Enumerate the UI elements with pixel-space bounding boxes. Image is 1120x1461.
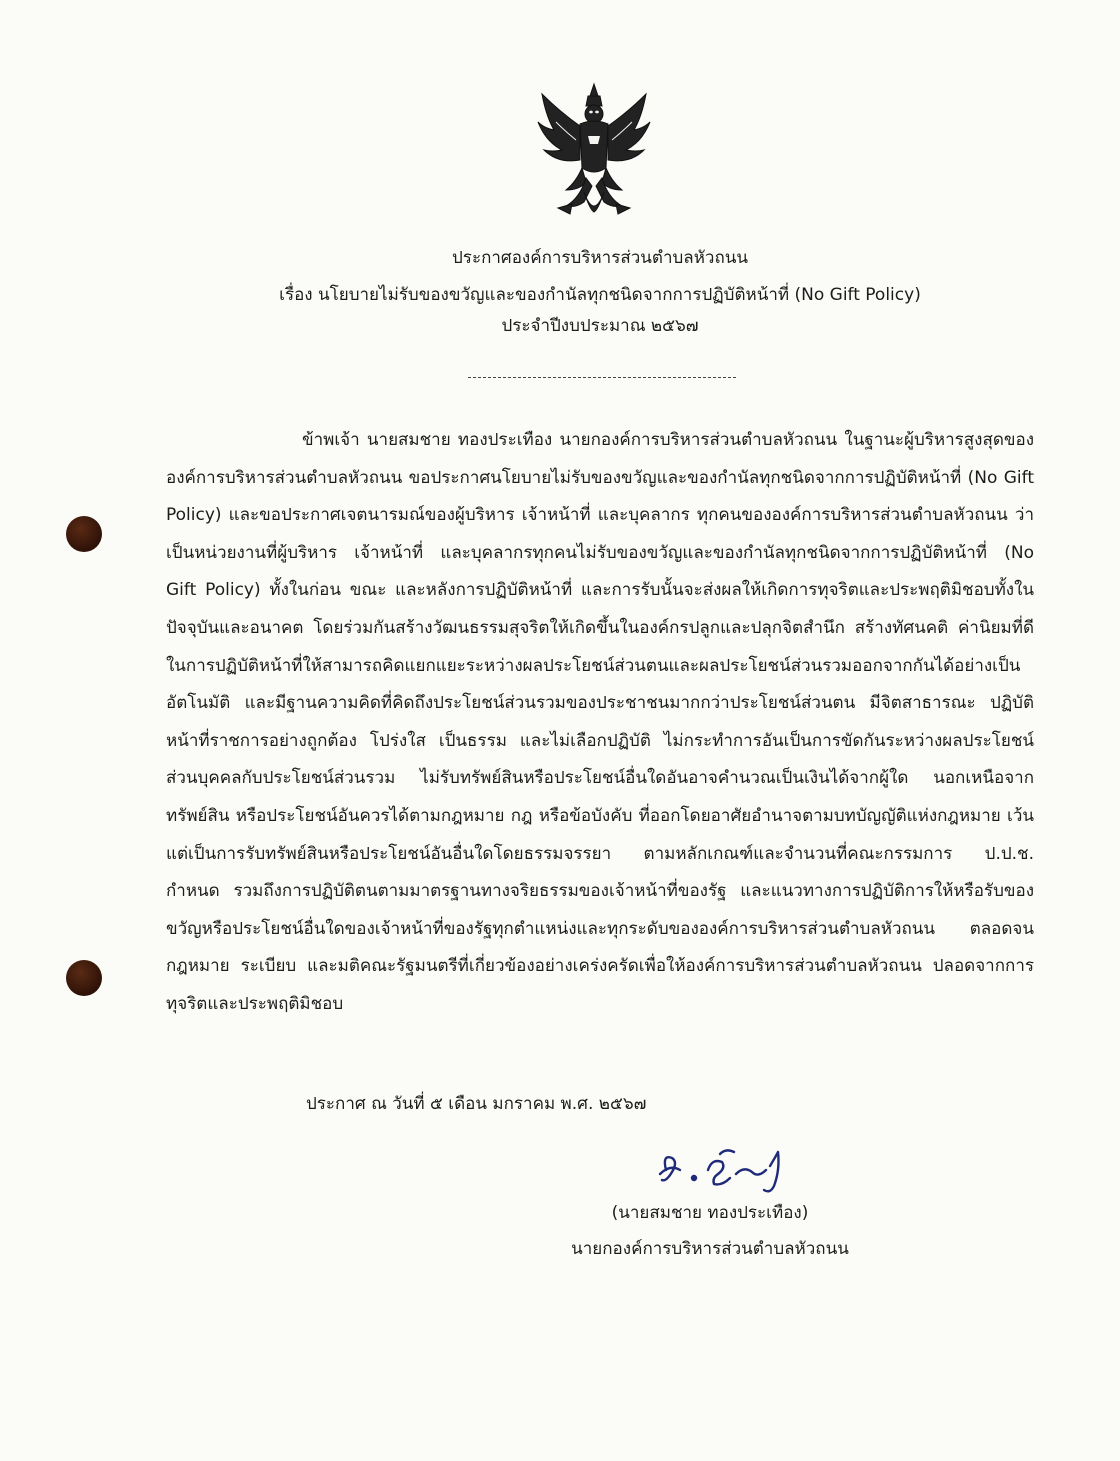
signer-title: นายกองค์การบริหารส่วนตำบลหัวถนน bbox=[571, 1239, 849, 1259]
handwritten-signature-icon bbox=[652, 1140, 802, 1200]
announcement-date: ประกาศ ณ วันที่ ๕ เดือน มกราคม พ.ศ. ๒๕๖๗ bbox=[306, 1094, 647, 1114]
garuda-emblem-icon bbox=[536, 82, 652, 222]
signer-name: (นายสมชาย ทองประเทือง) bbox=[611, 1203, 809, 1223]
fiscal-year-line: ประจำปีงบประมาณ ๒๕๖๗ bbox=[501, 316, 699, 336]
divider-line bbox=[468, 377, 736, 378]
announcement-body: ข้าพเจ้า นายสมชาย ทองประเทือง นายกองค์การบริหารส่วนตำบลหัวถนน ในฐานะผู้บริหารสูงสุดขององค์การบริหารส่วนตำบลหัวถนน ขอประกาศนโยบายไม่รับของขวัญและของกำนัลทุกชนิดจากการปฏิบัติหน้าที่ (No Gift Policy) และขอประกาศเจตนารมณ์ของผู้บริหาร เจ้าหน้าที่ และบุคลากร ทุกคนขององค์การบริหารส่วนตำบลหัวถนน ว่าเป็นหน่วยงานที่ผู้บริหาร เจ้าหน้าที่ และบุคลากรทุกคนไม่รับของขวัญและของกำนัลทุกชนิดจากการปฏิบัติหน้าที่ (No Gift Policy) ทั้งในก่อน ขณะ และหลังการปฏิบัติหน้าที่ และการรับนั้นจะส่งผลให้เกิดการทุจริตและประพฤติมิชอบทั้งในปัจจุบันและอนาคต โดยร่วมกันสร้างวัฒนธรรมสุจริตให้เกิดขึ้นในองค์กรปลูกและปลุกจิตสำนึก สร้างทัศนคติ ค่านิยมที่ดี ในการปฏิบัติหน้าที่ให้สามารถคิดแยกแยะระหว่างผลประโยชน์ส่วนตนและผลประโยชน์ส่วนรวมออกจากกันได้อย่างเป็นอัตโนมัติ และมีฐานความคิดที่คิดถึงประโยชน์ส่วนรวมของประชาชนมากกว่าประโยชน์ส่วนตน มีจิตสาธารณะ ปฏิบัติหน้าที่ราชการอย่างถูกต้อง โปร่งใส เป็นธรรม และไม่เลือกปฏิบัติ ไม่กระทำการอันเป็นการขัดกันระหว่างผลประโยชน์ส่วนบุคคลกับประโยชน์ส่วนรวม ไม่รับทรัพย์สินหรือประโยชน์อื่นใดอันอาจคำนวณเป็นเงินได้จากผู้ใด นอกเหนือจากทรัพย์สิน หรือประโยชน์อันควรได้ตามกฎหมาย กฎ หรือข้อบังคับ ที่ออกโดยอาศัยอำนาจตามบทบัญญัติแห่งกฎหมาย เว้นแต่เป็นการรับทรัพย์สินหรือประโยชน์อันอื่นใดโดยธรรมจรรยา ตามหลักเกณฑ์และจำนวนที่คณะกรรมการ ป.ป.ช. กำหนด รวมถึงการปฏิบัติตนตามมาตรฐานทางจริยธรรมของเจ้าหน้าที่ของรัฐ และแนวทางการปฏิบัติการให้หรือรับของขวัญหรือประโยชน์อื่นใดของเจ้าหน้าที่ของรัฐทุกตำแหน่งและทุกระดับขององค์การบริหารส่วนตำบลหัวถนน ตลอดจนกฎหมาย ระเบียบ และมติคณะรัฐมนตรีที่เกี่ยวข้องอย่างเคร่งครัดเพื่อให้องค์การบริหารส่วนตำบลหัวถนน ปลอดจากการทุจริตและประพฤติมิชอบ bbox=[166, 430, 1034, 1014]
punch-hole bbox=[66, 516, 102, 552]
punch-hole bbox=[66, 960, 102, 996]
announcement-heading: ประกาศองค์การบริหารส่วนตำบลหัวถนน bbox=[452, 248, 748, 268]
announcement-subject: เรื่อง นโยบายไม่รับของขวัญและของกำนัลทุกชนิดจากการปฏิบัติหน้าที่ (No Gift Policy) bbox=[279, 285, 921, 305]
